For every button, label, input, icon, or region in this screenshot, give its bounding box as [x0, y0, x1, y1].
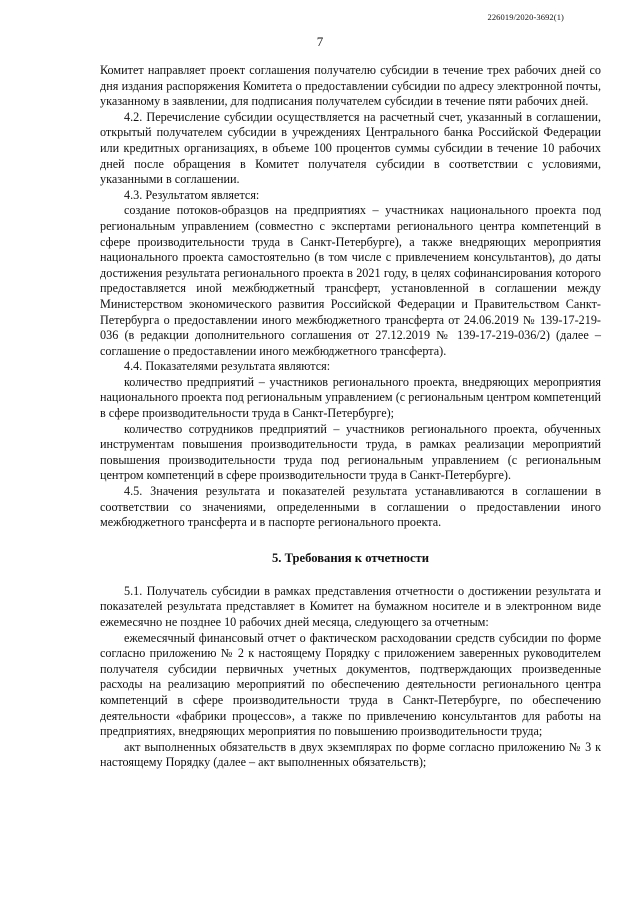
paragraph: акт выполненных обязательств в двух экземплярах по форме согласно приложению № 3 к настоящему Порядку (далее – акт выполненных обязательств); [100, 739, 601, 770]
page-number: 7 [316, 34, 324, 49]
paragraph: 4.2. Перечисление субсидии осуществляется на расчетный счет, указанный в соглашении, открытый получателем субсидии в учреждениях Центрального банка Российской Федерации или кредитных организациях, в объеме 100 процентов суммы субсидии в течение 10 рабочих дней после обращения в Комитет получателя субсидии в соответствии с условиями, указанными в соглашении. [100, 109, 601, 187]
paragraph: 4.3. Результатом является: [124, 187, 260, 202]
paragraph: ежемесячный финансовый отчет о фактическом расходовании средств субсидии по форме согласно приложению № 2 к настоящему Порядку с приложением заверенных руководителем получателя субсидии первичных учетных документов, подтверждающих произведенные расходы на реализацию мероприятий по обеспечению деятельности регионального центра компетенций в сфере производительности труда в Санкт-Петербурге, по обеспечению деятельности «фабрики процессов», а также по привлечению консультантов для работы на предприятиях, внедряющих мероприятия по повышению производительности труда; [100, 630, 601, 739]
paragraph: 4.5. Значения результата и показателей результата устанавливаются в соглашении в соответствии со значениями, определенными в соглашении о предоставлении иного межбюджетного трансферта и в паспорте регионального проекта. [100, 484, 601, 530]
paragraph: создание потоков-образцов на предприятиях – участниках национального проекта под региональным управлением (совместно с экспертами регионального центра компетенций в сфере производительности труда в Санкт-Петербурге), а также внедряющих мероприятия национального проекта самостоятельно (в том числе с привлечением консультантов), до даты достижения результата регионального проекта в 2021 году, в целях софинансирования которого предоставляется иной межбюджетный трансферт, установленной в соглашении между Министерством экономического развития Российской Федерации и Правительством Санкт-Петербурга о предоставлении иного межбюджетного трансферта от 24.06.2019 № 139-17-219-036 (в редакции дополнительного соглашения от 27.12.2019 № 139-17-219-036/2) (далее – соглашение о предоставлении иного межбюджетного трансферта). [100, 203, 601, 358]
section-title: 5. Требования к отчетности [272, 550, 429, 565]
paragraph: количество предприятий – участников регионального проекта, внедряющих мероприятия национального проекта под региональным управлением (с региональным центром компетенций в сфере производительности труда в Санкт-Петербурге); [100, 374, 601, 421]
paragraph: количество сотрудников предприятий – участников регионального проекта, обученных инструментам повышения производительности труда, в рамках реализации мероприятий повышения производительности труда под региональным управлением (с региональным центром компетенций в сфере производительности труда в Санкт-Петербурге). [100, 421, 601, 483]
paragraph: Комитет направляет проект соглашения получателю субсидии в течение трех рабочих дней со дня издания распоряжения Комитета о предоставлении субсидии по адресу электронной почты, указанному в заявлении, для подписания получателем субсидии в течение пяти рабочих дней. [100, 63, 601, 109]
document-body [100, 63, 601, 771]
document-id: 226019/2020-3692(1) [487, 12, 564, 22]
paragraph: 5.1. Получатель субсидии в рамках представления отчетности о достижении результата и показателей результата представляет в Комитет на бумажном носителе и в электронном виде ежемесячно не позднее 10 рабочих дней месяца, следующего за отчетным: [100, 583, 601, 629]
paragraph: 4.4. Показателями результата являются: [124, 359, 331, 374]
